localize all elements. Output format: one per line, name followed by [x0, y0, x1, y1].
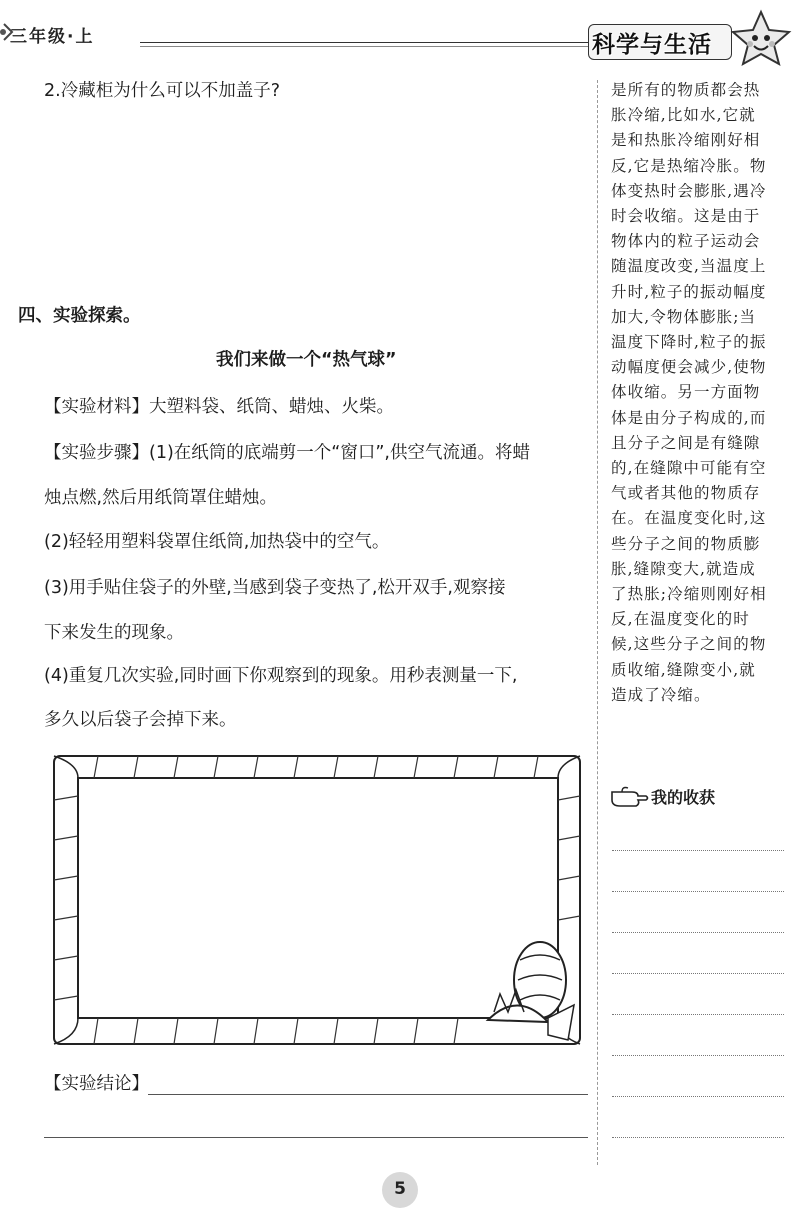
step-line: 下来发生的现象。: [44, 623, 184, 643]
sidebar-line: 且分子之间是有缝隙: [611, 433, 761, 452]
harvest-line[interactable]: [612, 1014, 784, 1015]
sidebar-line: 造成了冷缩。: [611, 685, 711, 704]
sidebar-line: 体是由分子构成的,而: [611, 408, 767, 427]
harvest-line[interactable]: [612, 973, 784, 974]
step-line: 烛点燃,然后用纸筒罩住蜡烛。: [44, 488, 278, 508]
sidebar-line: 质收缩,缝隙变小,就: [611, 660, 756, 679]
sidebar-line: 物体内的粒子运动会: [611, 232, 761, 251]
conclusion-answer-line[interactable]: [44, 1137, 588, 1138]
pointing-hand-icon: [610, 784, 650, 814]
conclusion-label: 【实验结论】: [44, 1074, 149, 1094]
harvest-line[interactable]: [612, 850, 784, 851]
materials-line: 【实验材料】大塑料袋、纸筒、蜡烛、火柴。: [44, 397, 394, 417]
sidebar-line: 反,它是热缩冷胀。物: [611, 156, 767, 175]
subject-title: 科学与生活: [592, 32, 712, 58]
step-line: (2)轻轻用塑料袋罩住纸筒,加热袋中的空气。: [44, 532, 390, 552]
harvest-line[interactable]: [612, 1096, 784, 1097]
sidebar-line: 加大,令物体膨胀;当: [611, 307, 757, 326]
step-line: (4)重复几次实验,同时画下你观察到的现象。用秒表测量一下,: [44, 666, 518, 686]
section-heading: 四、实验探索。: [18, 306, 141, 326]
step-line: 多久以后袋子会掉下来。: [44, 710, 237, 730]
drawing-frame[interactable]: [48, 750, 586, 1050]
sidebar-line: 动幅度便会减少,使物: [611, 358, 767, 377]
sidebar-line: 些分子之间的物质膨: [611, 534, 761, 553]
sidebar-divider: [597, 80, 598, 1165]
mascot-star-icon: [728, 8, 794, 72]
sidebar-line: 的,在缝隙中可能有空: [611, 459, 767, 478]
sidebar-line: 体变热时会膨胀,遇冷: [611, 181, 767, 200]
harvest-title: 我的收获: [651, 788, 716, 807]
harvest-line[interactable]: [612, 891, 784, 892]
sidebar-line: 反,在温度变化的时: [611, 610, 750, 629]
header-rule-thin: [140, 46, 588, 47]
sidebar-line: 气或者其他的物质存: [611, 484, 761, 503]
sidebar-line: 在。在温度变化时,这: [611, 509, 767, 528]
sidebar-line: 体收缩。另一方面物: [611, 383, 761, 402]
page-number: 5: [382, 1172, 418, 1208]
sidebar-line: 候,这些分子之间的物: [611, 635, 767, 654]
sidebar-line: 升时,粒子的振动幅度: [611, 282, 767, 301]
sidebar-line: 随温度改变,当温度上: [611, 257, 767, 276]
sidebar-line: 是和热胀冷缩刚好相: [611, 131, 761, 150]
experiment-title: 我们来做一个“热气球”: [216, 350, 397, 370]
harvest-line[interactable]: [612, 1055, 784, 1056]
step-line: 【实验步骤】(1)在纸筒的底端剪一个“窗口”,供空气流通。将蜡: [44, 443, 530, 463]
question-2: 2.冷藏柜为什么可以不加盖子?: [44, 81, 280, 101]
sidebar-line: 时会收缩。这是由于: [611, 207, 761, 226]
harvest-line[interactable]: [612, 932, 784, 933]
sidebar-text: [611, 78, 787, 708]
conclusion-answer-line[interactable]: [148, 1094, 588, 1095]
sidebar-line: 是所有的物质都会热: [611, 81, 761, 99]
header-rule: [140, 42, 588, 43]
harvest-line[interactable]: [612, 1137, 784, 1138]
step-line: (3)用手贴住袋子的外壁,当感到袋子变热了,松开双手,观察接: [44, 578, 506, 598]
sidebar-line: 了热胀;冷缩则刚好相: [611, 585, 767, 604]
sidebar-line: 胀冷缩,比如水,它就: [611, 106, 756, 125]
sidebar-line: 温度下降时,粒子的振: [611, 333, 767, 352]
sidebar-line: 胀,缝隙变大,就造成: [611, 559, 756, 578]
grade-label: 三年级·上: [10, 27, 95, 47]
